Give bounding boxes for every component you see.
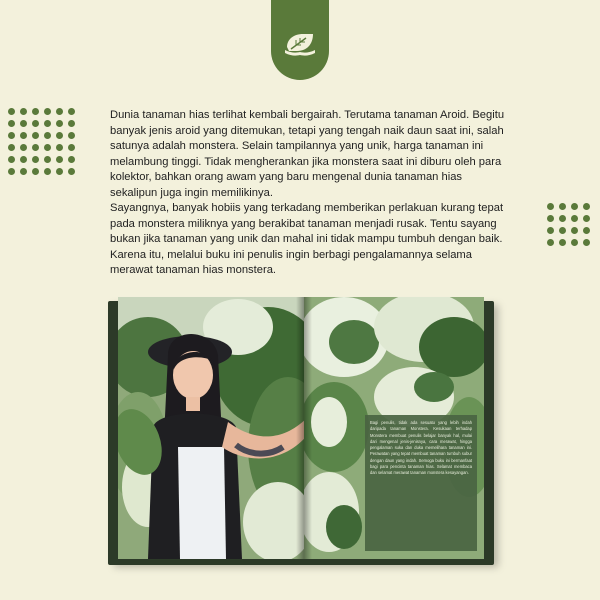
book-page-text: Bagi penulis, tidak ada sesuatu yang lebih indah daripada tanaman Monstera. Kesukaan terhadap Monstera membuat penulis belajar banyak hal, mulai dari mengenal jenis-jenisnya, cara merawat, hingga pengalaman suka dan duka memelihara tanaman ini. Perawatan yang tepat membuat tanaman tumbuh subur dengan daun yang indah. Semoga buku ini bermanfaat bagi para pencinta tanaman hias. Selamat membaca dan selamat merawat tanaman monstera kesayangan. <box>370 420 472 476</box>
intro-paragraph: Dunia tanaman hias terlihat kembali bergairah. Terutama tanaman Aroid. Begitu banyak jenis aroid yang ditemukan, tetapi yang tengah naik daun saat ini, salah satunya adalah monstera. Selain tampilannya yang unik, harga tanaman ini melambung tinggi. Tidak mengherankan jika monstera saat ini diburu oleh para kolektor, bahkan orang awam yang baru mengenal dunia tanaman hias sekalipun juga ingin memilikinya. <box>110 109 505 199</box>
monstera-photo-left <box>118 297 304 559</box>
leaf-book-icon <box>284 31 316 57</box>
book-right-page <box>304 297 484 559</box>
book-left-page <box>118 297 304 559</box>
second-paragraph: Sayangnya, banyak hobiis yang terkadang memberikan perlakuan kurang tepat pada monstera miliknya yang berakibat tanaman menjadi rusak. Tentu sayang bukan jika tanaman yang unik dan mahal ini tidak mampu tumbuh dengan baik. Karena itu, melalui buku ini penulis ingin berbagi pengalamannya selama merawat tanaman hias monstera. <box>110 202 504 277</box>
dot-pattern-right <box>547 203 590 246</box>
header-tab <box>271 0 329 80</box>
open-book-mockup <box>108 297 494 565</box>
dot-pattern-left <box>8 108 75 175</box>
book-text-box <box>365 415 477 551</box>
book-spine <box>296 297 312 559</box>
